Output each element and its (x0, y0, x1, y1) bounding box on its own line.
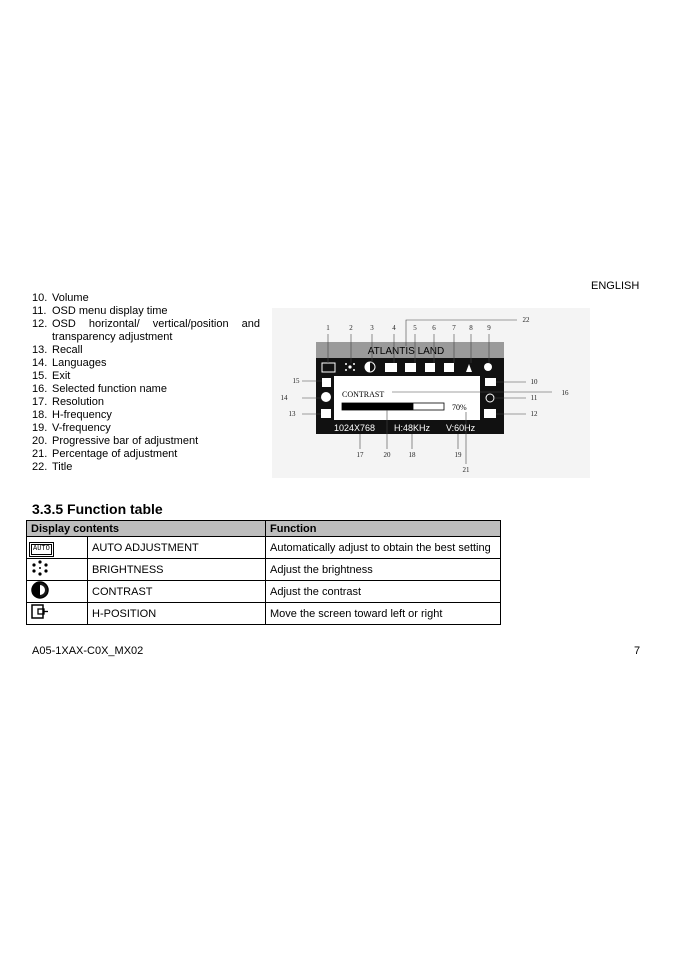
osd-progress-fill (342, 403, 413, 410)
legend-item: 20. Progressive bar of adjustment (32, 435, 199, 447)
contrast-icon (31, 581, 49, 599)
clock-icon (444, 363, 454, 372)
header-display-contents: Display contents (27, 521, 266, 537)
svg-text:9: 9 (487, 324, 491, 332)
table-header-row (27, 521, 501, 537)
function-table (26, 520, 501, 625)
language-label: ENGLISH (591, 280, 640, 292)
callout-legend (32, 292, 260, 474)
svg-text:3: 3 (370, 324, 374, 332)
svg-text:19: 19 (454, 451, 462, 459)
row-function: Move the screen toward left or right (266, 603, 501, 625)
legend-item: 13. Recall (32, 344, 83, 356)
osd-title: ATLANTIS LAND (367, 346, 445, 357)
svg-text:1: 1 (326, 324, 330, 332)
legend-item: 16. Selected function name (32, 383, 167, 395)
svg-text:22: 22 (522, 316, 530, 324)
legend-item: transparency adjustment (52, 331, 173, 343)
exit-icon (322, 378, 331, 387)
osd-v-frequency: V:60Hz (446, 423, 476, 433)
osd-position-icon (484, 409, 496, 418)
svg-text:21: 21 (462, 466, 470, 474)
table-row (27, 559, 501, 581)
table-row (27, 581, 501, 603)
svg-text:14: 14 (280, 394, 288, 402)
auto-icon: AUTO (33, 544, 50, 553)
svg-text:7: 7 (452, 324, 456, 332)
osd-percent: 70% (452, 403, 467, 412)
h-position-icon (31, 604, 49, 620)
row-name: H-POSITION (88, 603, 266, 625)
row-function: Adjust the contrast (266, 581, 501, 603)
svg-text:15: 15 (292, 377, 300, 385)
legend-item: 14. Languages (32, 357, 107, 369)
svg-text:18: 18 (408, 451, 416, 459)
svg-text:11: 11 (530, 394, 538, 402)
svg-text:16: 16 (561, 389, 569, 397)
svg-text:13: 13 (288, 410, 296, 418)
row-name: AUTO ADJUSTMENT (88, 537, 266, 559)
legend-item: 17. Resolution (32, 396, 104, 408)
row-function: Adjust the brightness (266, 559, 501, 581)
osd-function-name: CONTRAST (342, 390, 385, 399)
color-icon (484, 363, 492, 371)
svg-text:5: 5 (413, 324, 417, 332)
table-row (27, 603, 501, 625)
legend-item: 19. V-frequency (32, 422, 111, 434)
row-name: CONTRAST (88, 581, 266, 603)
section-title: 3.3.5 Function table (32, 501, 163, 517)
legend-item: 12. OSD horizontal/ vertical/position and (32, 318, 260, 330)
row-name: BRIGHTNESS (88, 559, 266, 581)
svg-text:12: 12 (530, 410, 538, 418)
svg-text:6: 6 (432, 324, 436, 332)
legend-item: 11. OSD menu display time (32, 305, 168, 317)
svg-text:10: 10 (530, 378, 538, 386)
page-number: 7 (634, 645, 641, 657)
legend-item: 15. Exit (32, 370, 71, 382)
header-function: Function (266, 521, 501, 537)
svg-text:8: 8 (469, 324, 473, 332)
legend-item: 21. Percentage of adjustment (32, 448, 178, 460)
brightness-icon (31, 560, 49, 576)
phase-icon (425, 363, 435, 372)
osd-resolution: 1024X768 (334, 423, 376, 433)
legend-item: 22. Title (32, 461, 73, 473)
legend-item: 18. H-frequency (32, 409, 112, 421)
osd-h-frequency: H:48KHz (394, 423, 431, 433)
row-function: Automatically adjust to obtain the best setting (266, 537, 501, 559)
h-position-icon (385, 363, 397, 372)
volume-icon (485, 378, 496, 386)
document-code: A05-1XAX-C0X_MX02 (32, 645, 144, 657)
v-position-icon (405, 363, 416, 372)
osd-left-icons (321, 378, 331, 418)
legend-item: 10. Volume (32, 292, 89, 304)
svg-text:17: 17 (356, 451, 364, 459)
svg-text:20: 20 (383, 451, 391, 459)
language-icon (321, 392, 331, 402)
recall-icon (321, 409, 331, 418)
osd-diagram (272, 308, 590, 478)
svg-text:4: 4 (392, 324, 396, 332)
table-row (27, 537, 501, 559)
svg-text:2: 2 (349, 324, 353, 332)
